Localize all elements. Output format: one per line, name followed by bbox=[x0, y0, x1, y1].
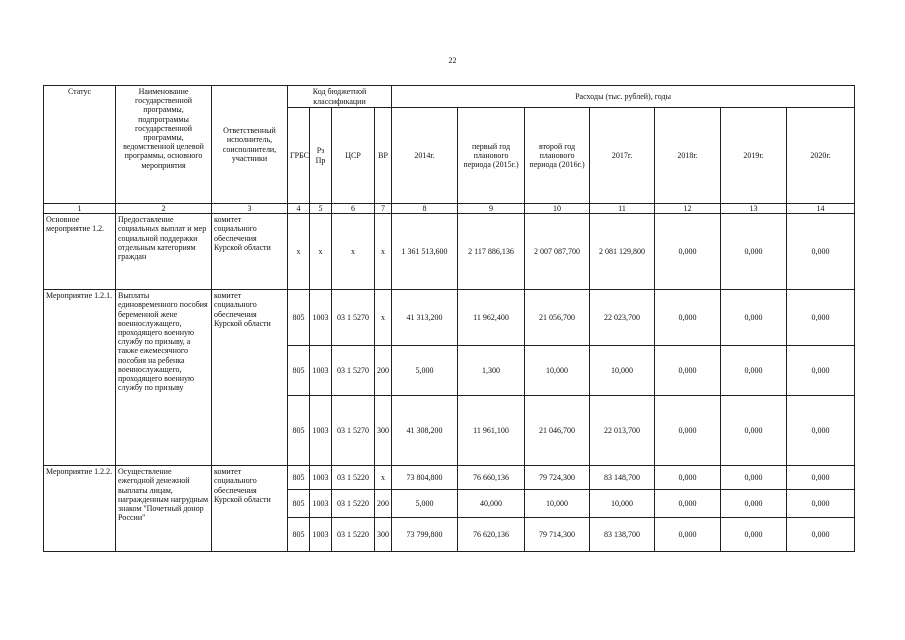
table-row bbox=[44, 466, 855, 490]
cell-2016: 10,000 bbox=[525, 346, 590, 396]
cell-csr: 03 1 5220 bbox=[332, 518, 375, 552]
cell-2014: 73 804,800 bbox=[392, 466, 458, 490]
column-number: 6 bbox=[332, 204, 375, 214]
header-year-2016: второй год планового периода (2016г.) bbox=[525, 108, 590, 204]
cell-2020: 0,000 bbox=[787, 518, 855, 552]
cell-2019: 0,000 bbox=[721, 490, 787, 518]
row-executor: комитет социального обеспечения Курской области bbox=[212, 466, 288, 552]
header-executor: Ответственный исполнитель, соисполнители, участники bbox=[212, 86, 288, 204]
cell-grbs: 805 bbox=[288, 466, 310, 490]
cell-vr: 200 bbox=[375, 490, 392, 518]
cell-2019: 0,000 bbox=[721, 290, 787, 346]
cell-2017: 2 081 129,800 bbox=[590, 214, 655, 290]
cell-2017: 10,000 bbox=[590, 490, 655, 518]
cell-2020: 0,000 bbox=[787, 466, 855, 490]
cell-2016: 21 046,700 bbox=[525, 396, 590, 466]
cell-2015: 76 660,136 bbox=[458, 466, 525, 490]
cell-2019: 0,000 bbox=[721, 466, 787, 490]
header-grbs: ГРБС bbox=[288, 108, 310, 204]
cell-2016: 10,000 bbox=[525, 490, 590, 518]
header-rzpr: Рз Пр bbox=[310, 108, 332, 204]
cell-csr: 03 1 5220 bbox=[332, 466, 375, 490]
cell-grbs: 805 bbox=[288, 518, 310, 552]
cell-vr: 200 bbox=[375, 346, 392, 396]
row-status: Мероприятие 1.2.1. bbox=[44, 290, 116, 466]
header-year-2017: 2017г. bbox=[590, 108, 655, 204]
column-number: 5 bbox=[310, 204, 332, 214]
row-name: Осуществление ежегодной денежной выплаты лицам, награжденным нагрудным знаком "Почетный донор России" bbox=[116, 466, 212, 552]
cell-2017: 83 138,700 bbox=[590, 518, 655, 552]
cell-2016: 79 714,300 bbox=[525, 518, 590, 552]
column-number: 13 bbox=[721, 204, 787, 214]
cell-2015: 11 962,400 bbox=[458, 290, 525, 346]
cell-csr: 03 1 5270 bbox=[332, 396, 375, 466]
cell-csr: 03 1 5270 bbox=[332, 290, 375, 346]
header-name: Наименование государственной программы, подпрограммы государственной программы, ведомственной целевой программы, основного мероприятия bbox=[116, 86, 212, 204]
header-expenses-group: Расходы (тыс. рублей), годы bbox=[392, 86, 855, 108]
cell-2014: 1 361 513,600 bbox=[392, 214, 458, 290]
cell-2018: 0,000 bbox=[655, 290, 721, 346]
cell-vr: 300 bbox=[375, 396, 392, 466]
cell-2015: 2 117 886,136 bbox=[458, 214, 525, 290]
cell-2017: 10,000 bbox=[590, 346, 655, 396]
column-number: 10 bbox=[525, 204, 590, 214]
budget-table bbox=[43, 85, 855, 552]
cell-2017: 22 023,700 bbox=[590, 290, 655, 346]
cell-csr: 03 1 5220 bbox=[332, 490, 375, 518]
cell-csr: 03 1 5270 bbox=[332, 346, 375, 396]
cell-2018: 0,000 bbox=[655, 490, 721, 518]
cell-2014: 41 313,200 bbox=[392, 290, 458, 346]
cell-rzpr: 1003 bbox=[310, 346, 332, 396]
cell-2015: 11 961,100 bbox=[458, 396, 525, 466]
cell-2018: 0,000 bbox=[655, 466, 721, 490]
column-number: 4 bbox=[288, 204, 310, 214]
column-number: 12 bbox=[655, 204, 721, 214]
column-number: 1 bbox=[44, 204, 116, 214]
cell-rzpr: х bbox=[310, 214, 332, 290]
cell-2014: 73 799,800 bbox=[392, 518, 458, 552]
column-number: 7 bbox=[375, 204, 392, 214]
table-row bbox=[44, 214, 855, 290]
cell-rzpr: 1003 bbox=[310, 490, 332, 518]
cell-2015: 40,000 bbox=[458, 490, 525, 518]
cell-2016: 79 724,300 bbox=[525, 466, 590, 490]
cell-2018: 0,000 bbox=[655, 214, 721, 290]
row-executor: комитет социального обеспечения Курской области bbox=[212, 290, 288, 466]
cell-2018: 0,000 bbox=[655, 396, 721, 466]
cell-grbs: 805 bbox=[288, 346, 310, 396]
header-year-2019: 2019г. bbox=[721, 108, 787, 204]
cell-grbs: х bbox=[288, 214, 310, 290]
cell-2016: 21 056,700 bbox=[525, 290, 590, 346]
cell-2020: 0,000 bbox=[787, 396, 855, 466]
page-number: 22 bbox=[448, 56, 457, 65]
row-name: Выплаты единовременного пособия беременной жене военнослужащего, проходящего военную службу по призыву, а также ежемесячного пособия на ребенка военнослужащего, проходящего военную службу по призыву bbox=[116, 290, 212, 466]
header-csr: ЦСР bbox=[332, 108, 375, 204]
cell-grbs: 805 bbox=[288, 490, 310, 518]
cell-rzpr: 1003 bbox=[310, 518, 332, 552]
cell-2020: 0,000 bbox=[787, 346, 855, 396]
cell-2014: 5,000 bbox=[392, 346, 458, 396]
cell-rzpr: 1003 bbox=[310, 396, 332, 466]
column-number: 8 bbox=[392, 204, 458, 214]
column-number: 2 bbox=[116, 204, 212, 214]
column-number: 3 bbox=[212, 204, 288, 214]
cell-2018: 0,000 bbox=[655, 346, 721, 396]
cell-grbs: 805 bbox=[288, 290, 310, 346]
cell-vr: х bbox=[375, 214, 392, 290]
cell-2020: 0,000 bbox=[787, 490, 855, 518]
cell-vr: х bbox=[375, 466, 392, 490]
cell-2020: 0,000 bbox=[787, 290, 855, 346]
cell-2015: 76 620,136 bbox=[458, 518, 525, 552]
cell-grbs: 805 bbox=[288, 396, 310, 466]
cell-2014: 5,000 bbox=[392, 490, 458, 518]
column-number: 14 bbox=[787, 204, 855, 214]
cell-vr: х bbox=[375, 290, 392, 346]
row-status: Основное мероприятие 1.2. bbox=[44, 214, 116, 290]
cell-2017: 83 148,700 bbox=[590, 466, 655, 490]
cell-rzpr: 1003 bbox=[310, 466, 332, 490]
header-year-2018: 2018г. bbox=[655, 108, 721, 204]
row-name: Предоставление социальных выплат и мер социальной поддержки отдельным категориям граждан bbox=[116, 214, 212, 290]
cell-2019: 0,000 bbox=[721, 346, 787, 396]
cell-2019: 0,000 bbox=[721, 396, 787, 466]
cell-2017: 22 013,700 bbox=[590, 396, 655, 466]
column-number: 9 bbox=[458, 204, 525, 214]
cell-2019: 0,000 bbox=[721, 214, 787, 290]
cell-2015: 1,300 bbox=[458, 346, 525, 396]
header-year-2020: 2020г. bbox=[787, 108, 855, 204]
header-code-group: Код бюджетной классификации bbox=[288, 86, 392, 108]
header-year-2015: первый год планового периода (2015г.) bbox=[458, 108, 525, 204]
header-year-2014: 2014г. bbox=[392, 108, 458, 204]
row-executor: комитет социального обеспечения Курской области bbox=[212, 214, 288, 290]
cell-vr: 300 bbox=[375, 518, 392, 552]
cell-2016: 2 007 087,700 bbox=[525, 214, 590, 290]
cell-2019: 0,000 bbox=[721, 518, 787, 552]
cell-2014: 41 308,200 bbox=[392, 396, 458, 466]
cell-2020: 0,000 bbox=[787, 214, 855, 290]
cell-rzpr: 1003 bbox=[310, 290, 332, 346]
header-vr: ВР bbox=[375, 108, 392, 204]
row-status: Мероприятие 1.2.2. bbox=[44, 466, 116, 552]
table-row bbox=[44, 290, 855, 346]
cell-csr: х bbox=[332, 214, 375, 290]
cell-2018: 0,000 bbox=[655, 518, 721, 552]
header-status: Статус bbox=[44, 86, 116, 204]
column-number: 11 bbox=[590, 204, 655, 214]
